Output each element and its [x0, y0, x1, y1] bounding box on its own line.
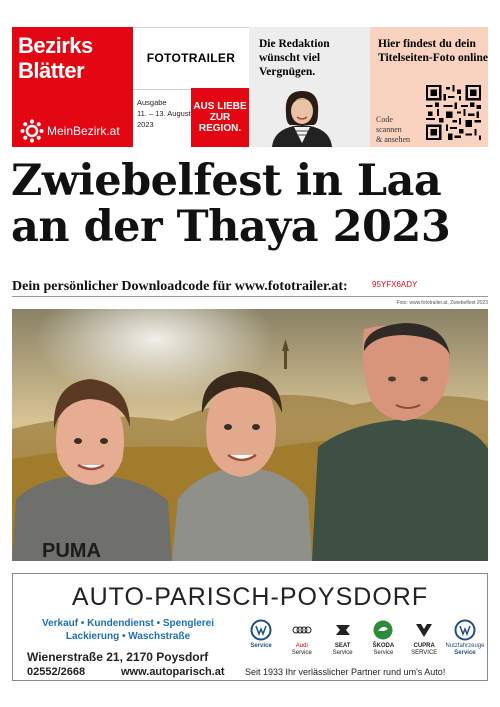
divider — [12, 296, 488, 297]
brand-seat: SEAT Service — [325, 619, 361, 659]
cupra-icon — [413, 619, 435, 641]
brand-logos — [243, 619, 483, 659]
audi-icon — [291, 619, 313, 641]
ad-company-name: AUTO-PARISCH-POYSDORF — [71, 583, 429, 611]
shirt-print: PUMA — [42, 540, 101, 561]
ad-phone[interactable]: 02552/2668 — [27, 666, 86, 678]
cover-photo — [12, 309, 488, 561]
qr-code-icon[interactable] — [426, 85, 481, 140]
cover-photo-box — [370, 27, 488, 147]
seat-icon — [332, 619, 354, 641]
ad-website[interactable]: www.autoparisch.at — [121, 666, 225, 678]
skoda-icon — [372, 619, 394, 641]
issue-info: Ausgabe 11. – 13. August 2023 — [137, 98, 191, 129]
editorial-message: Die Redaktion wünscht viel Vergnügen. — [259, 38, 330, 78]
download-code[interactable]: 95YFX6ADY — [372, 280, 418, 289]
ad-services-line1: Verkauf • Kundendienst • Spenglerei — [41, 618, 215, 629]
photo-illustration — [12, 309, 488, 561]
ad-tagline: Seit 1933 Ihr verlässlicher Partner rund um's Auto! — [245, 667, 446, 677]
editor-portrait — [266, 87, 338, 147]
vw-icon — [250, 619, 272, 641]
brand-vw: Service — [243, 619, 279, 659]
meinbezirk-brand: MeinBezirk.at — [20, 119, 120, 143]
photo-credit: Foto: www.fototrailer.at, Zwiebelfest 2023 — [396, 300, 488, 306]
download-code-label: Dein persönlicher Downloadcode für www.fototrailer.at: — [12, 279, 348, 294]
scan-hint: Code scannen & ansehen — [376, 115, 410, 144]
logo-wordmark: Bezirks Blätter — [18, 33, 93, 83]
brand-vw-nutzfahrzeuge: Nutzfahrzeuge Service — [447, 619, 483, 659]
bezirksblaetter-logo[interactable] — [12, 27, 133, 147]
editorial-box — [249, 27, 370, 147]
brand-audi: Audi Service — [284, 619, 320, 659]
ad-services-line2: Lackierung • Waschstraße — [65, 631, 191, 642]
advertisement[interactable] — [12, 573, 488, 681]
region-slogan: AUS LIEBE ZUR REGION. — [191, 88, 249, 147]
cover-photo-message: Hier findest du dein Titelseiten-Foto online — [378, 38, 488, 64]
vw-nutzfahrzeuge-icon — [454, 619, 476, 641]
meinbezirk-icon — [20, 119, 44, 143]
brand-skoda: ŠKODA Service — [365, 619, 401, 659]
brand-cupra: CUPRA SERVICE — [406, 619, 442, 659]
headline: Zwiebelfest in Laa an der Thaya 2023 — [11, 156, 451, 252]
ad-address: Wienerstraße 21, 2170 Poysdorf — [27, 650, 209, 664]
section-label: FOTOTRAILER — [133, 27, 249, 90]
